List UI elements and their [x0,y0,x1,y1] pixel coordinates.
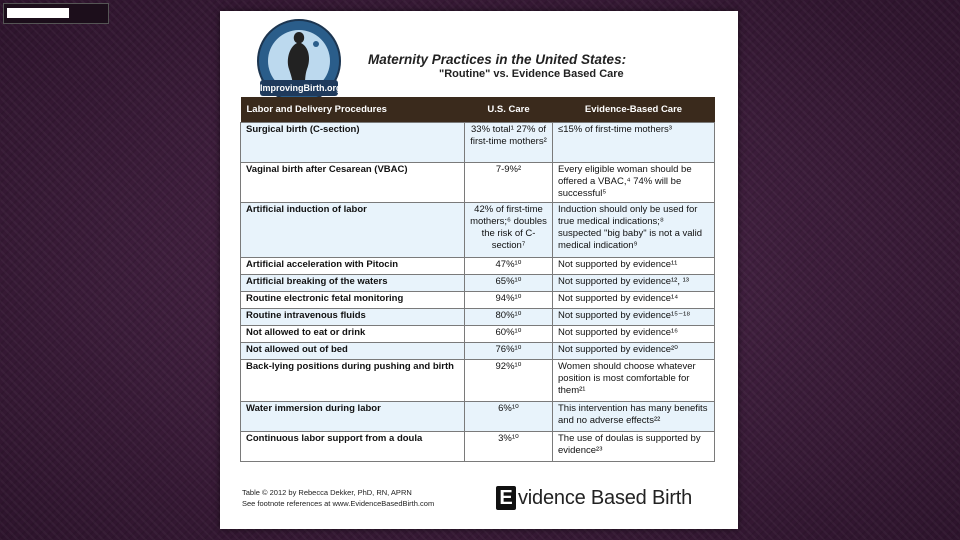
us-care-cell: 60%¹⁰ [465,326,553,343]
us-care-cell: 33% total¹ 27% of first-time mothers² [465,123,553,163]
document-image [220,11,738,529]
table-row [241,343,715,360]
corner-label-box [3,3,109,24]
document-subtitle: "Routine" vs. Evidence Based Care [439,68,624,80]
evidence-cell: Women should choose whatever position is most comfortable for them²¹ [553,360,715,402]
us-care-cell: 80%¹⁰ [465,309,553,326]
procedure-cell: Continuous labor support from a doula [241,432,465,462]
evidence-cell: Not supported by evidence¹⁵⁻¹⁸ [553,309,715,326]
evidence-cell: Not supported by evidence¹¹ [553,258,715,275]
table-row [241,360,715,402]
table-row [241,292,715,309]
us-care-cell: 76%¹⁰ [465,343,553,360]
procedure-cell: Not allowed out of bed [241,343,465,360]
table-row [241,309,715,326]
table-row [241,432,715,462]
us-care-cell: 6%¹⁰ [465,402,553,432]
logo-wordmark: ImprovingBirth.org [260,80,338,96]
header-procedures: Labor and Delivery Procedures [241,97,465,123]
evidence-based-birth-logo [496,485,692,511]
us-care-cell: 92%¹⁰ [465,360,553,402]
us-care-cell: 47%¹⁰ [465,258,553,275]
evidence-cell: ≤15% of first-time mothers³ [553,123,715,163]
table-row [241,123,715,163]
us-care-cell: 3%¹⁰ [465,432,553,462]
evidence-cell: Not supported by evidence¹⁴ [553,292,715,309]
evidence-cell: The use of doulas is supported by evidence²³ [553,432,715,462]
evidence-cell: Every eligible woman should be offered a VBAC,⁴ 74% will be successful⁵ [553,163,715,203]
us-care-cell: 94%¹⁰ [465,292,553,309]
procedure-cell: Vaginal birth after Cesarean (VBAC) [241,163,465,203]
ebb-letter-mark: E [496,486,516,510]
procedure-cell: Routine electronic fetal monitoring [241,292,465,309]
procedure-cell: Surgical birth (C-section) [241,123,465,163]
evidence-cell: Not supported by evidence¹², ¹³ [553,275,715,292]
document-title: Maternity Practices in the United States: [368,52,627,67]
us-care-cell: 65%¹⁰ [465,275,553,292]
corner-label-redacted [7,8,69,18]
us-care-cell: 42% of first-time mothers;⁶ doubles the risk of C-section⁷ [465,203,553,258]
table-row [241,203,715,258]
procedure-cell: Artificial induction of labor [241,203,465,258]
evidence-cell: Not supported by evidence²⁰ [553,343,715,360]
procedure-cell: Back-lying positions during pushing and birth [241,360,465,402]
table-row [241,402,715,432]
procedure-cell: Routine intravenous fluids [241,309,465,326]
procedure-cell: Artificial breaking of the waters [241,275,465,292]
table-row [241,258,715,275]
table-header-row [241,97,715,123]
reference-line: See footnote references at www.EvidenceBasedBirth.com [242,499,435,508]
us-care-cell: 7-9%² [465,163,553,203]
table-row [241,326,715,343]
evidence-cell: Not supported by evidence¹⁶ [553,326,715,343]
procedure-cell: Water immersion during labor [241,402,465,432]
header-evidence-based-care: Evidence-Based Care [553,97,715,123]
table-row [241,275,715,292]
table-footnote [242,487,434,509]
copyright-line: Table © 2012 by Rebecca Dekker, PhD, RN, APRN [242,488,412,497]
header-us-care: U.S. Care [465,97,553,123]
procedure-cell: Not allowed to eat or drink [241,326,465,343]
maternity-practices-table [240,97,715,462]
evidence-cell: Induction should only be used for true medical indications;⁸ suspected "big baby" is not a valid medical indication⁹ [553,203,715,258]
evidence-cell: This intervention has many benefits and no adverse effects²² [553,402,715,432]
procedure-cell: Artificial acceleration with Pitocin [241,258,465,275]
improvingbirth-logo [256,18,342,104]
ebb-wordmark: vidence Based Birth [518,486,693,509]
table-row [241,163,715,203]
